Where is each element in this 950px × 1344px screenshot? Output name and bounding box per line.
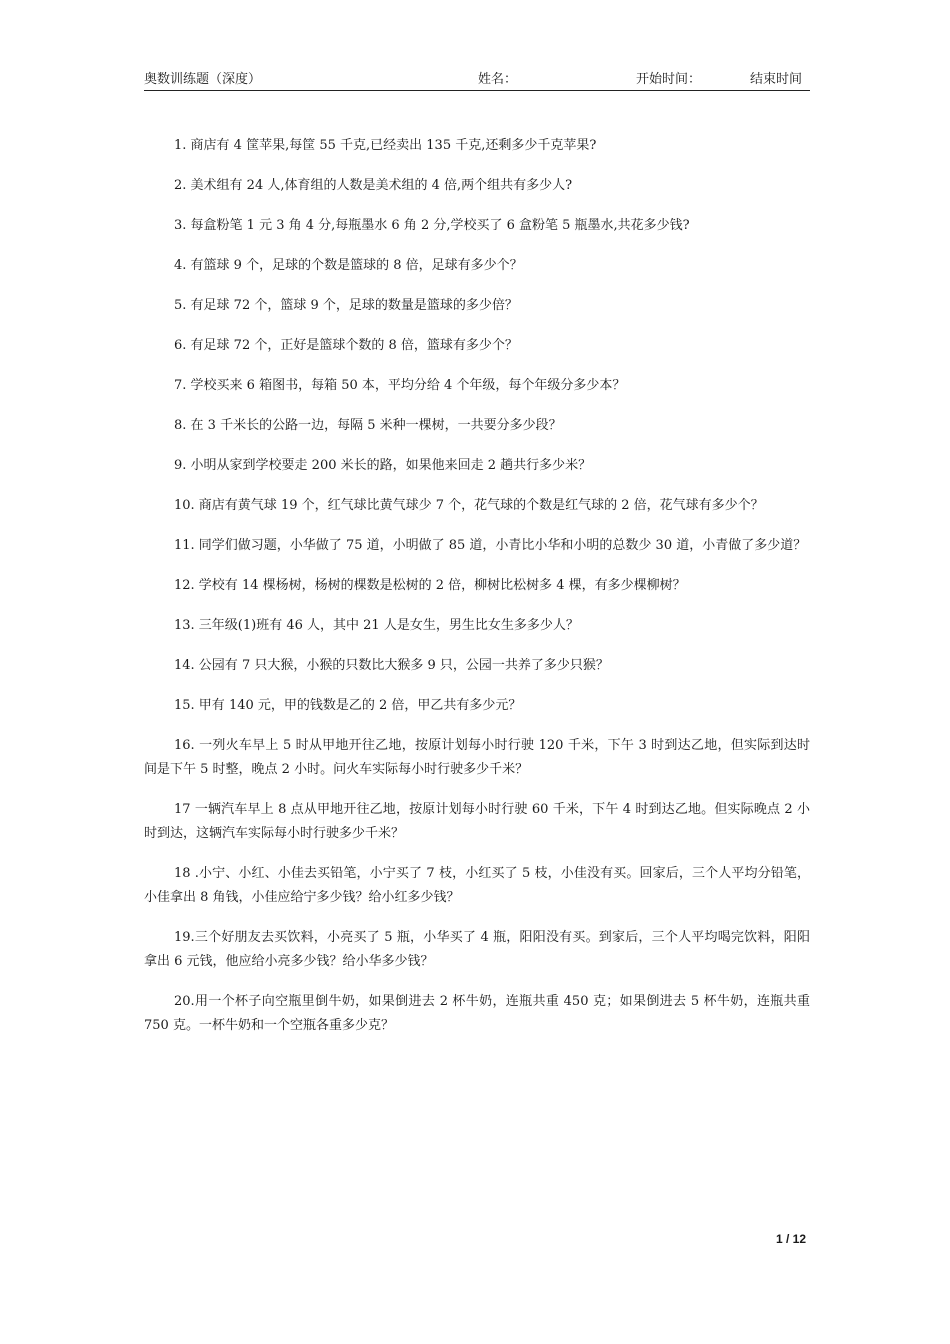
page-header bbox=[144, 72, 810, 91]
question-3: 3. 每盒粉笔 1 元 3 角 4 分,每瓶墨水 6 角 2 分,学校买了 6 盒粉笔 5 瓶墨水,共花多少钱? bbox=[174, 218, 690, 233]
question-5: 5. 有足球 72 个，篮球 9 个，足球的数量是篮球的多少倍？ bbox=[174, 298, 518, 313]
page-number: 1 / 12 bbox=[775, 1232, 806, 1246]
question-14: 14. 公园有 7 只大猴，小猴的只数比大猴多 9 只，公园一共养了多少只猴？ bbox=[174, 658, 609, 673]
question-8: 8. 在 3 千米长的公路一边，每隔 5 米种一棵树，一共要分多少段？ bbox=[174, 418, 562, 433]
question-9: 9. 小明从家到学校要走 200 米长的路，如果他来回走 2 趟共行多少米？ bbox=[174, 458, 592, 473]
question-list bbox=[144, 128, 810, 1054]
question-18: 18 .小宁、小红、小佳去买铅笔，小宁买了 7 枝，小红买了 5 枝，小佳没有买。回家后，三个人平均分铅笔，小佳拿出 8 角钱，小佳应给宁多少钱？给小红多少钱？ bbox=[144, 866, 810, 905]
question-7: 7. 学校买来 6 箱图书，每箱 50 本，平均分给 4 个年级，每个年级分多少本？ bbox=[174, 378, 626, 393]
question-16: 16. 一列火车早上 5 时从甲地开往乙地，按原计划每小时行驶 120 千米，下午 3 时到达乙地，但实际到达时间是下午 5 时整，晚点 2 小时。问火车实际每小时行驶多少千米？ bbox=[144, 738, 810, 777]
worksheet-title: 奥数训练题（深度） bbox=[144, 72, 262, 87]
question-17: 17 一辆汽车早上 8 点从甲地开往乙地，按原计划每小时行驶 60 千米，下午 4 时到达乙地。但实际晚点 2 小时到达，这辆汽车实际每小时行驶多少千米？ bbox=[144, 802, 810, 841]
question-11: 11. 同学们做习题，小华做了 75 道，小明做了 85 道，小青比小华和小明的总数少 30 道，小青做了多少道？ bbox=[174, 538, 807, 553]
question-15: 15. 甲有 140 元，甲的钱数是乙的 2 倍，甲乙共有多少元？ bbox=[174, 698, 522, 713]
question-10: 10. 商店有黄气球 19 个，红气球比黄气球少 7 个，花气球的个数是红气球的 2 倍，花气球有多少个？ bbox=[174, 498, 764, 513]
question-2: 2. 美术组有 24 人,体育组的人数是美术组的 4 倍,两个组共有多少人? bbox=[174, 178, 573, 193]
end-time-label: 结束时间 bbox=[750, 72, 803, 87]
question-13: 13. 三年级(1)班有 46 人，其中 21 人是女生，男生比女生多多少人？ bbox=[174, 618, 579, 633]
question-6: 6. 有足球 72 个，正好是篮球个数的 8 倍，篮球有多少个？ bbox=[174, 338, 518, 353]
question-12: 12. 学校有 14 棵杨树，杨树的棵数是松树的 2 倍，柳树比松树多 4 棵，有多少棵柳树？ bbox=[174, 578, 686, 593]
question-19: 19.三个好朋友去买饮料，小亮买了 5 瓶，小华买了 4 瓶，阳阳没有买。到家后，三个人平均喝完饮料，阳阳拿出 6 元钱，他应给小亮多少钱？给小华多少钱？ bbox=[144, 930, 810, 969]
question-1: 1. 商店有 4 筐苹果,每筐 55 千克,已经卖出 135 千克,还剩多少千克苹果? bbox=[174, 138, 597, 153]
name-label: 姓名： bbox=[478, 72, 518, 87]
start-time-label: 开始时间： bbox=[636, 72, 702, 87]
question-20: 20.用一个杯子向空瓶里倒牛奶，如果倒进去 2 杯牛奶，连瓶共重 450 克；如果倒进去 5 杯牛奶，连瓶共重 750 克。一杯牛奶和一个空瓶各重多少克？ bbox=[144, 994, 810, 1033]
question-4: 4. 有篮球 9 个，足球的个数是篮球的 8 倍，足球有多少个？ bbox=[174, 258, 523, 273]
